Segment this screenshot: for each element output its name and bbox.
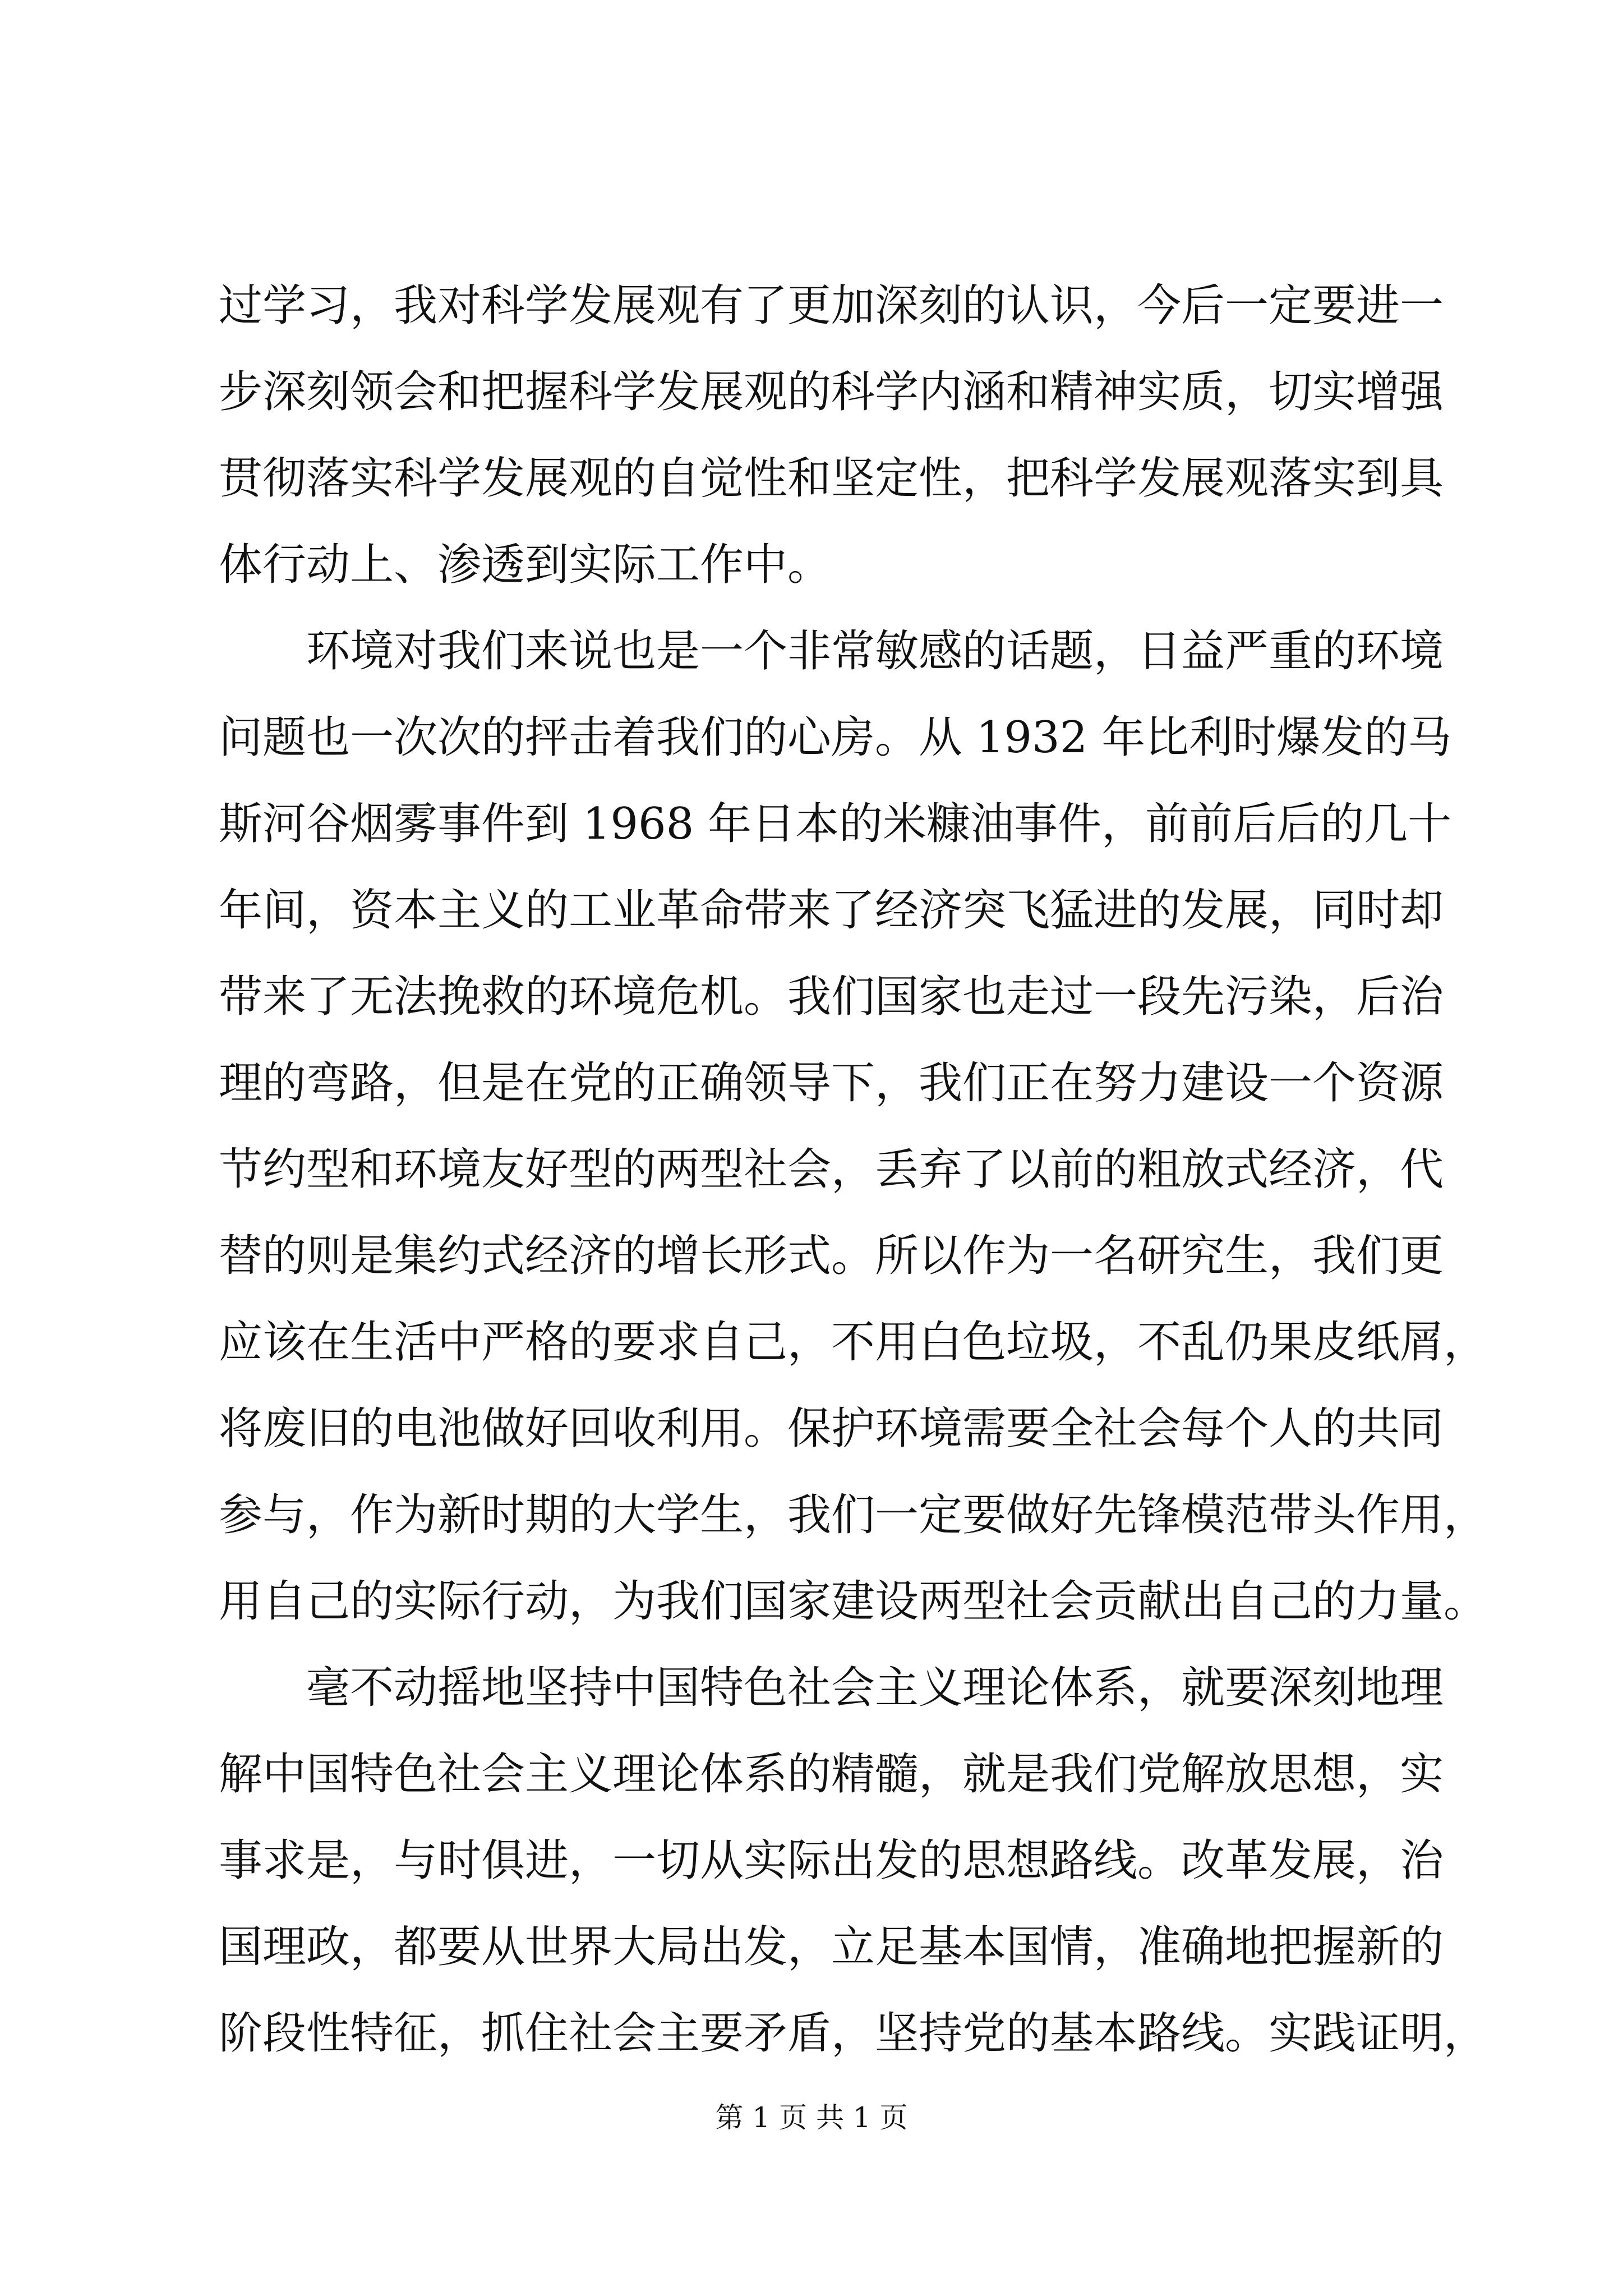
text-line: 过学习，我对科学发展观有了更加深刻的认识，今后一定要进一 [219, 280, 1444, 331]
text-line: 替的则是集约式经济的增长形式。所以作为一名研究生，我们更 [219, 1231, 1444, 1281]
page-footer: 第 1 页 共 1 页 [715, 2101, 908, 2134]
text-line: 带来了无法挽救的环境危机。我们国家也走过一段先污染，后治 [219, 972, 1444, 1022]
text-line: 步深刻领会和把握科学发展观的科学内涵和精神实质，切实增强 [219, 367, 1444, 417]
text-line: 理的弯路，但是在党的正确领导下，我们正在努力建设一个资源 [219, 1058, 1444, 1108]
text-line: 解中国特色社会主义理论体系的精髓，就是我们党解放思想，实 [219, 1749, 1444, 1800]
text-line: 参与，作为新时期的大学生，我们一定要做好先锋模范带头作用， [219, 1490, 1488, 1540]
text-line: 应该在生活中严格的要求自己，不用白色垃圾，不乱仍果皮纸屑， [219, 1317, 1488, 1368]
text-line: 将废旧的电池做好回收利用。保护环境需要全社会每个人的共同 [219, 1404, 1444, 1454]
text-line: 用自己的实际行动，为我们国家建设两型社会贡献出自己的力量。 [219, 1576, 1488, 1627]
text-line: 节约型和环境友好型的两型社会，丢弃了以前的粗放式经济，代 [219, 1144, 1444, 1195]
text-line: 斯河谷烟雾事件到 1968 年日本的米糠油事件，前前后后的几十 [219, 799, 1452, 849]
text-line: 贯彻落实科学发展观的自觉性和坚定性，把科学发展观落实到具 [219, 453, 1444, 504]
text-line: 事求是，与时俱进，一切从实际出发的思想路线。改革发展，治 [219, 1835, 1444, 1886]
paragraph-first-line: 环境对我们来说也是一个非常敏感的话题，日益严重的环境 [306, 626, 1444, 677]
body-text [219, 263, 1488, 2077]
paragraph-first-line: 毫不动摇地坚持中国特色社会主义理论体系，就要深刻地理 [306, 1663, 1444, 1713]
text-line: 年间，资本主义的工业革命带来了经济突飞猛进的发展，同时却 [219, 885, 1444, 936]
text-line: 国理政，都要从世界大局出发，立足基本国情，准确地把握新的 [219, 1922, 1444, 1972]
text-line: 体行动上、渗透到实际工作中。 [219, 540, 832, 590]
text-line: 阶段性特征，抓住社会主要矛盾，坚持党的基本路线。实践证明， [219, 2008, 1488, 2059]
text-line: 问题也一次次的抨击着我们的心房。从 1932 年比利时爆发的马 [219, 712, 1452, 763]
